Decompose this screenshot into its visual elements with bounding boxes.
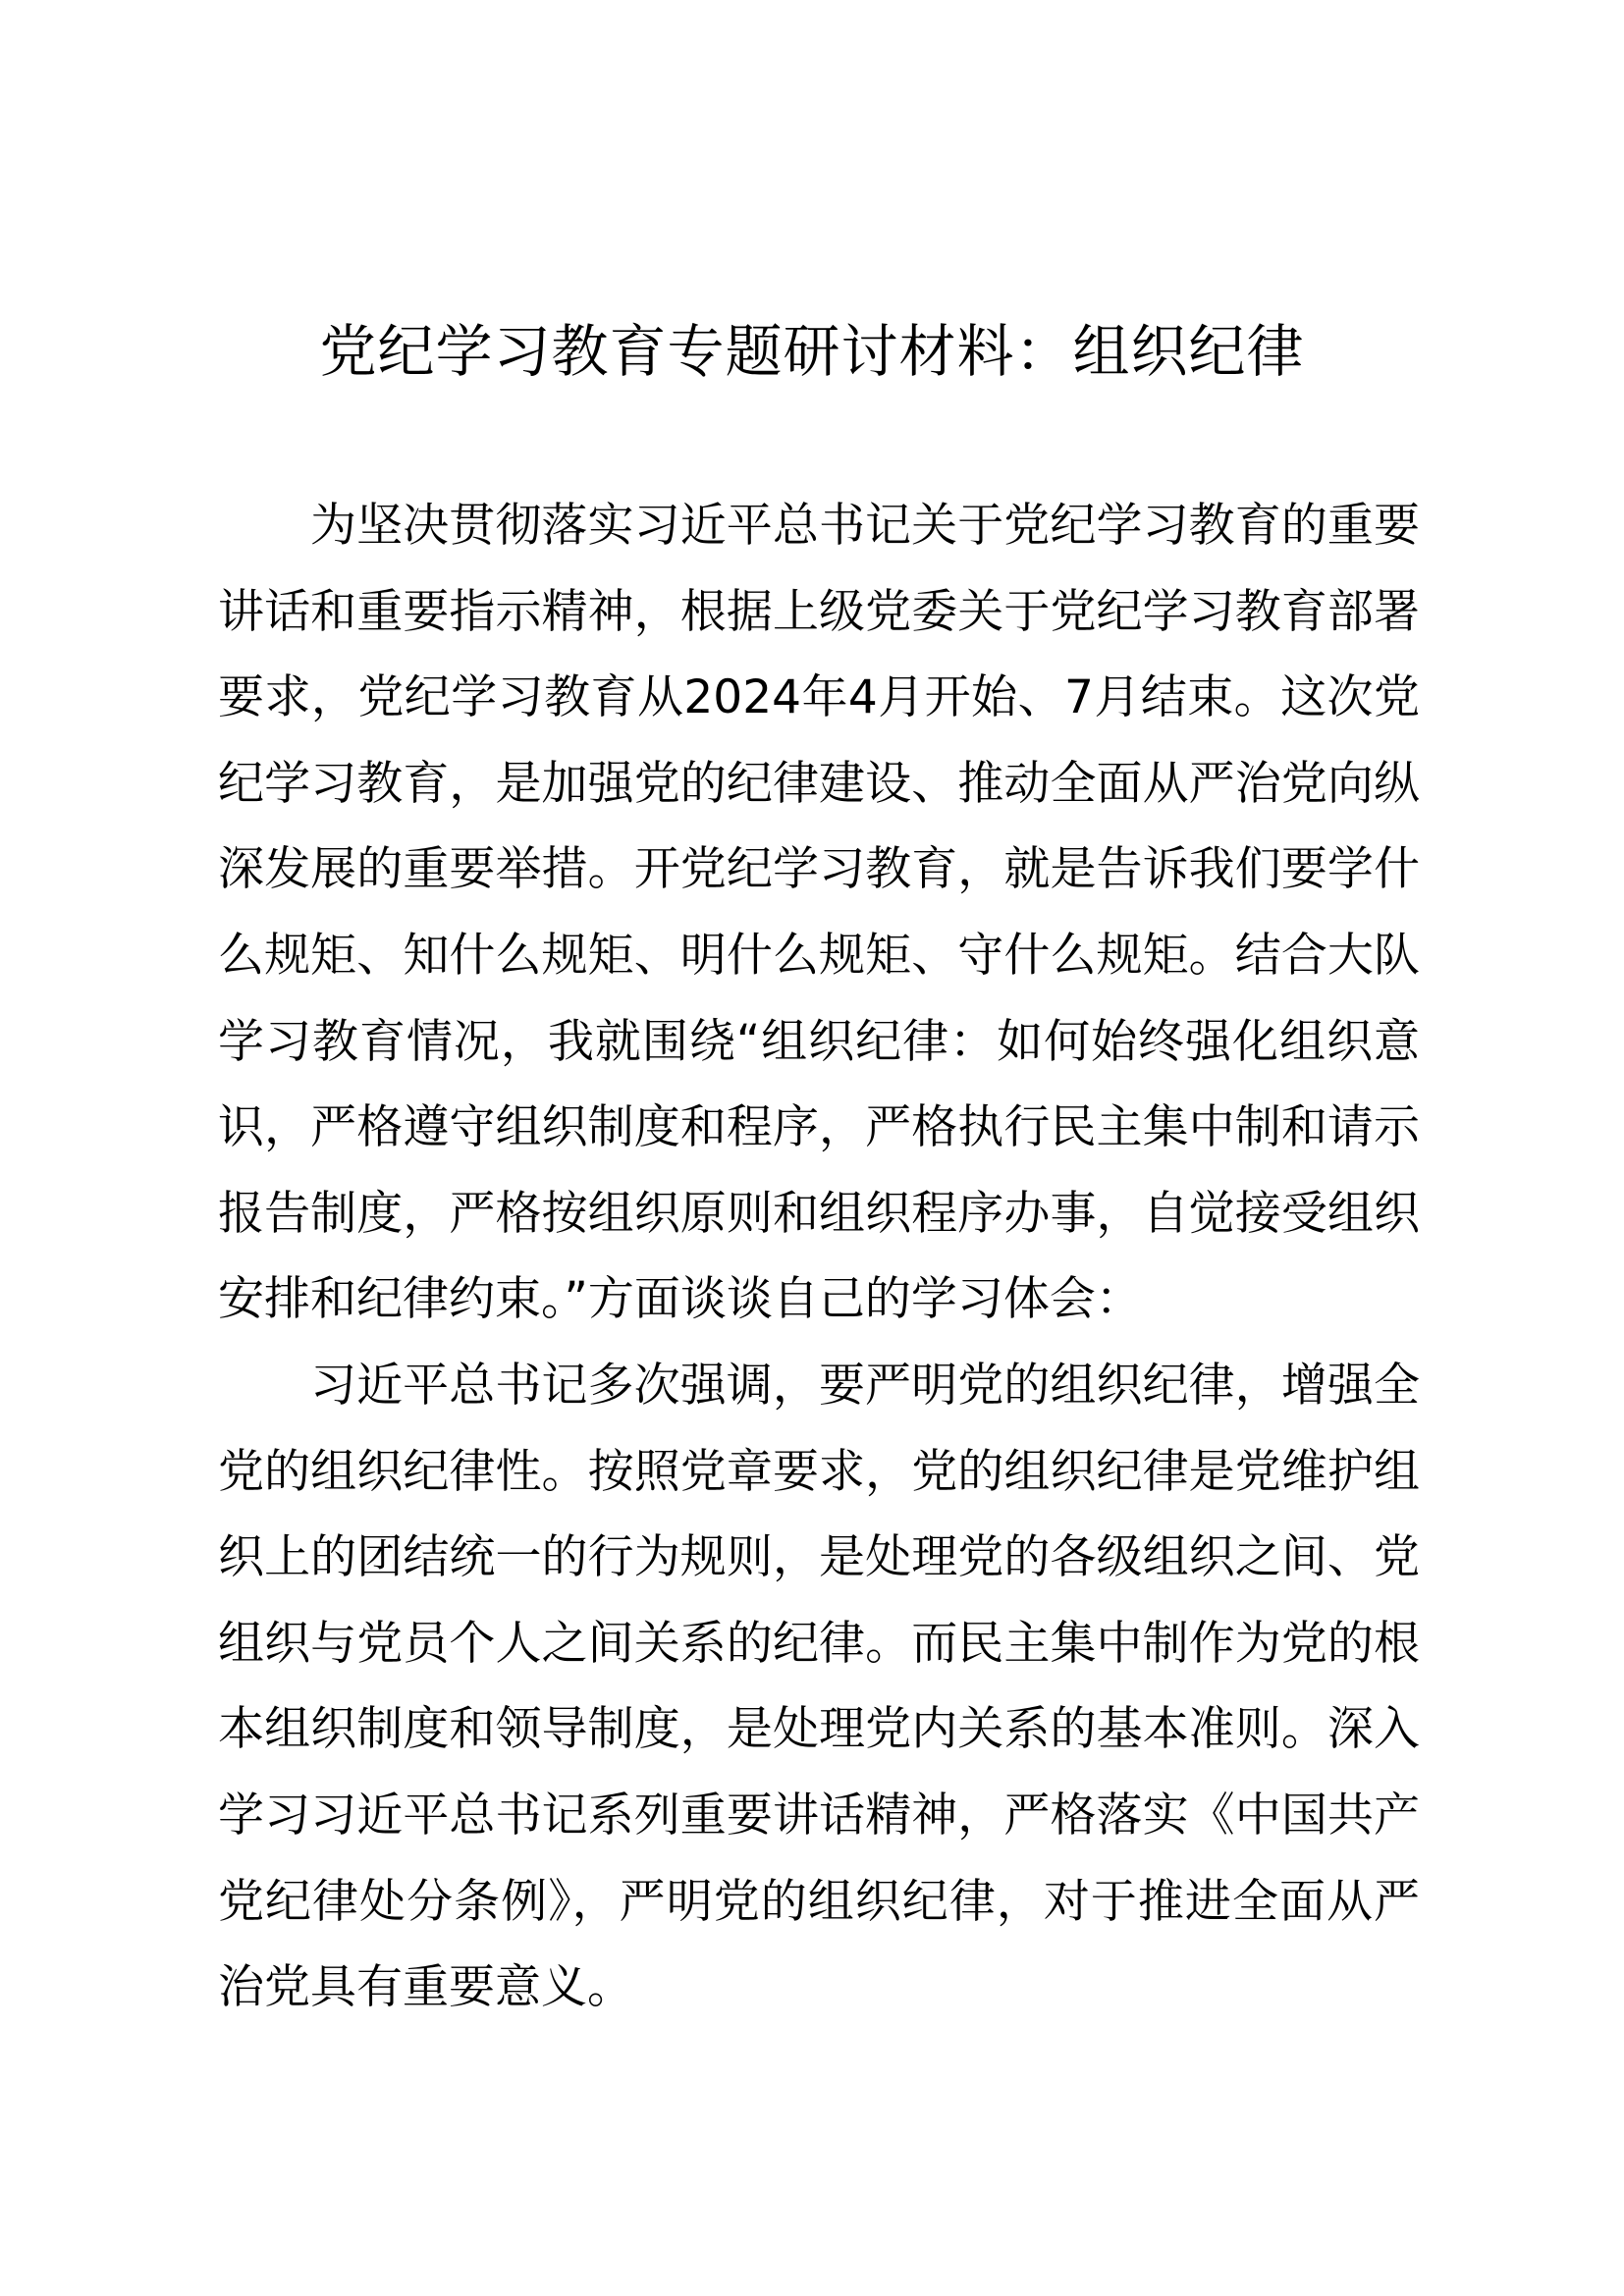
document-title: 党纪学习教育专题研讨材料：组织纪律 [319,318,1305,385]
paragraph-intro: 为坚决贯彻落实习近平总书记关于党纪学习教育的重要讲话和重要指示精神，根据上级党委关于党纪学习教育部署要求，党纪学习教育从2024年4月开始、7月结束。这次党纪学习教育，是加强党的纪律建设、推动全面从严治党向纵深发展的重要举措。开党纪学习教育，就是告诉我们要学什么规矩、知什么规矩、明什么规矩、守什么规矩。结合大队学习教育情况，我就围绕“组织纪律：如何始终强化组织意识，严格遵守组织制度和程序，严格执行民主集中制和请示报告制度，严格按组织原则和组织程序办事，自觉接受组织安排和纪律约束。”方面谈谈自己的学习体会： [218,499,1420,1327]
paragraph-organization-discipline: 习近平总书记多次强调，要严明党的组织纪律，增强全党的组织纪律性。按照党章要求，党的组织纪律是党维护组织上的团结统一的行为规则，是处理党的各级组织之间、党组织与党员个人之间关系的纪律。而民主集中制作为党的根本组织制度和领导制度，是处理党内关系的基本准则。深入学习习近平总书记系列重要讲话精神，严格落实《中国共产党纪律处分条例》，严明党的组织纪律，对于推进全面从严治党具有重要意义。 [218,1358,1420,2015]
document-body [218,483,1420,2031]
